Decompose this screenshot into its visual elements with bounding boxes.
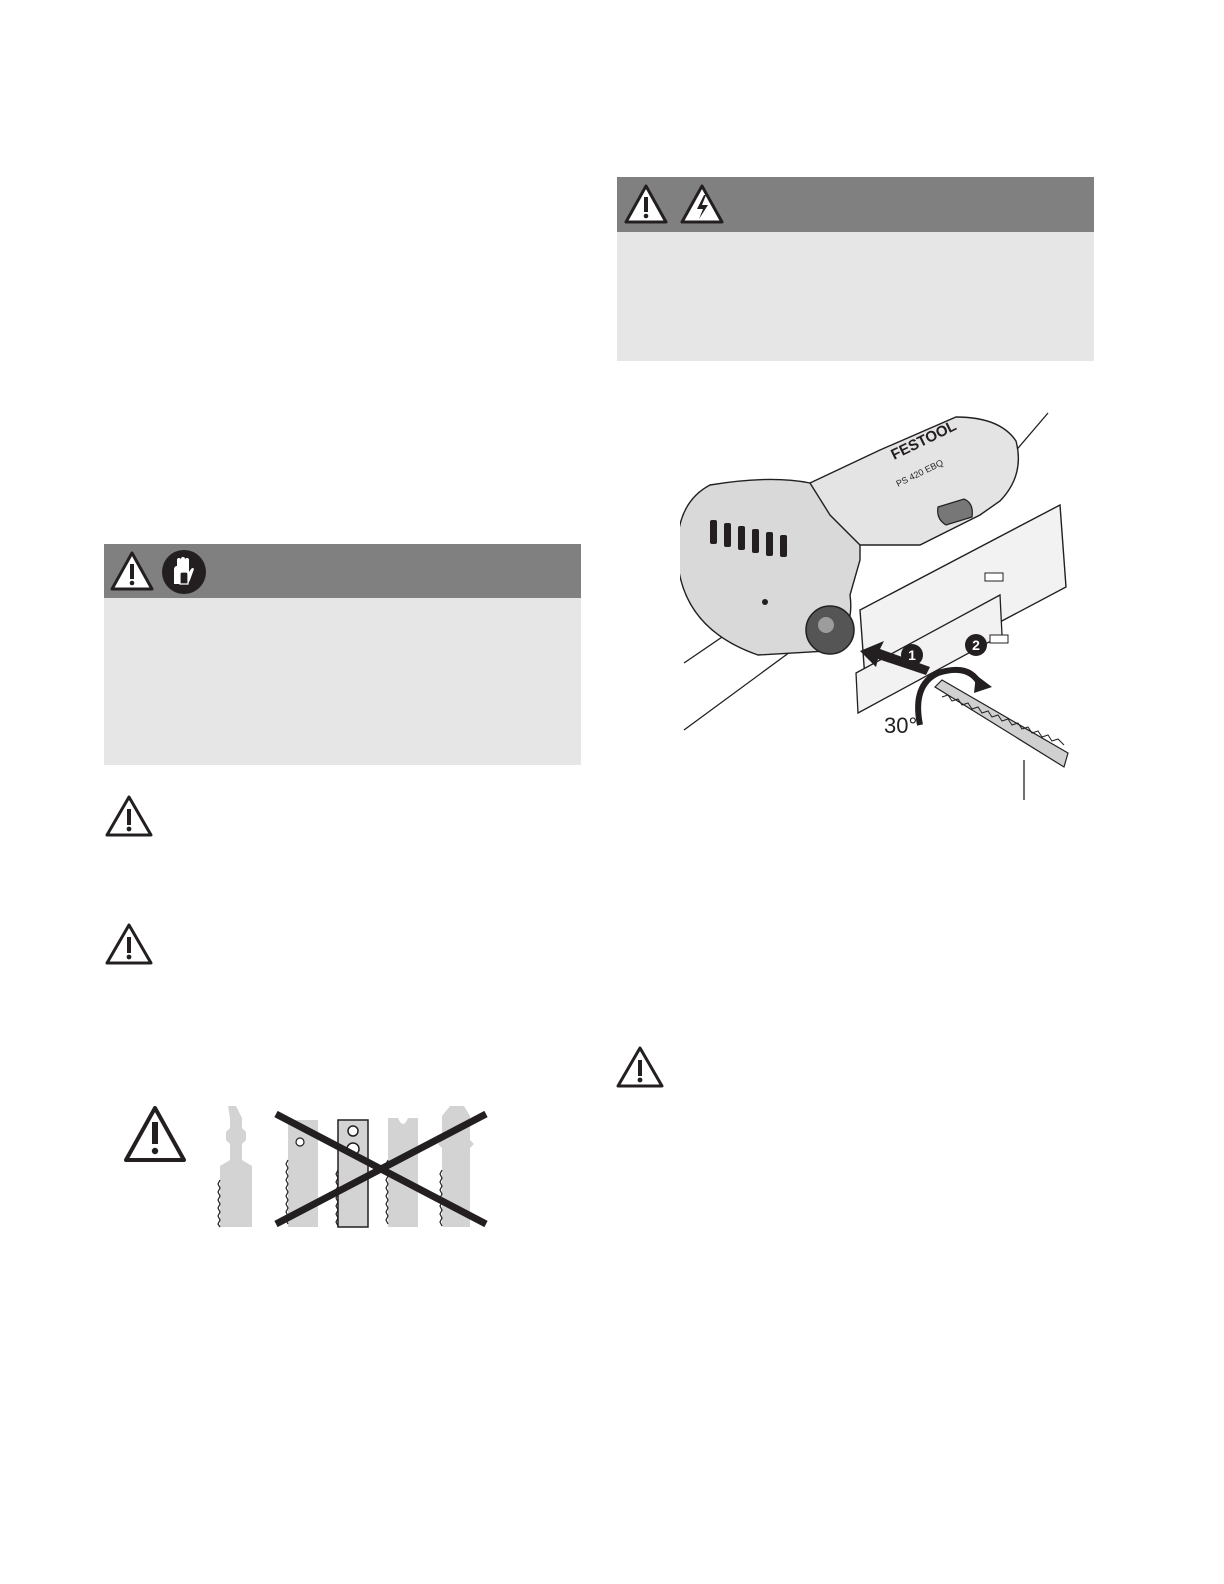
- warning-box-electric-header: [617, 177, 1094, 232]
- svg-text:2: 2: [972, 637, 980, 653]
- angle-label: 30°: [884, 713, 918, 738]
- warning-triangle-icon: [623, 183, 669, 225]
- warning-box-gloves-body: [104, 598, 581, 765]
- saw-blade: [935, 680, 1068, 767]
- jigsaw-top-body: [810, 417, 1018, 545]
- warning-triangle-icon: [126, 1108, 184, 1160]
- jigsaw-blade-insertion-figure: [680, 405, 1100, 805]
- protective-gloves-icon: [160, 548, 208, 601]
- warning-triangle-icon: [104, 922, 154, 966]
- model-label: PS 420 EBQ: [894, 457, 945, 489]
- warning-box-electric-body: [617, 232, 1094, 361]
- warning-triangle-icon: [615, 1045, 665, 1089]
- rotary-knob: [806, 606, 854, 654]
- warning-triangle-icon: [109, 550, 155, 592]
- electric-hazard-icon: [679, 183, 725, 225]
- warning-box-gloves-header: [104, 544, 581, 598]
- svg-text:1: 1: [908, 647, 916, 663]
- blade-shank-figure: [118, 1100, 498, 1235]
- step-badge-2: [965, 634, 987, 656]
- t-shank-blade-allowed: [218, 1106, 252, 1227]
- blade-disallowed-2: [336, 1120, 368, 1227]
- step-badge-1: [901, 644, 923, 666]
- brand-label: FESTOOL: [888, 417, 960, 464]
- warning-triangle-icon: [104, 794, 154, 838]
